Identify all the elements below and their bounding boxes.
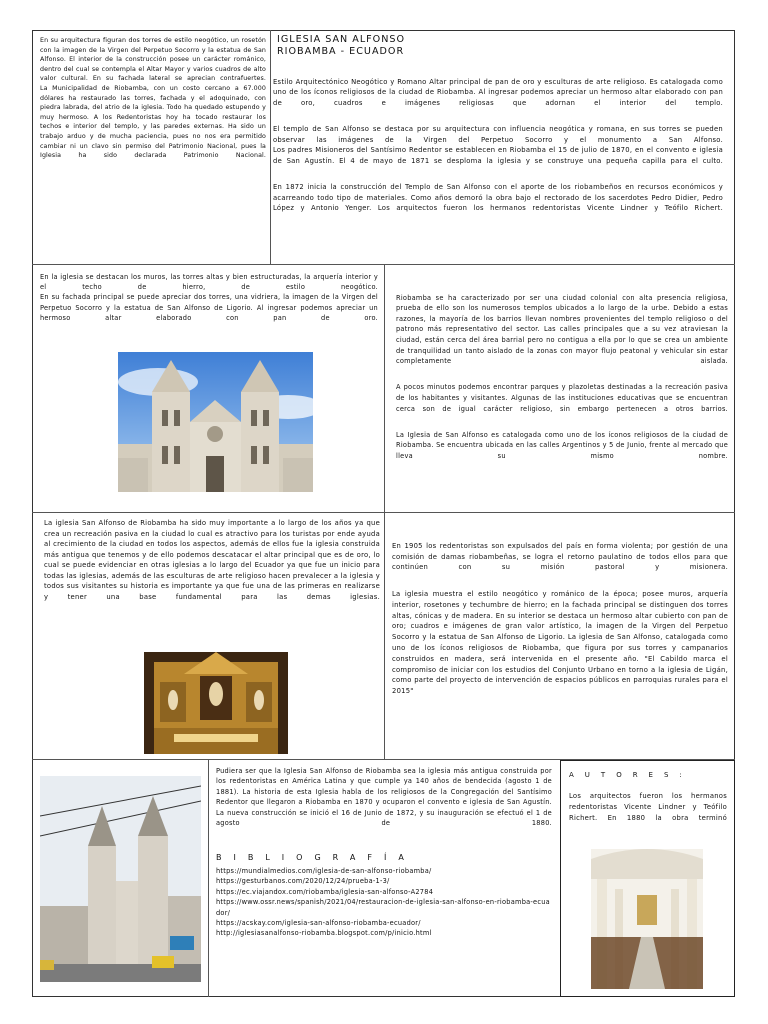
parks-paragraph: A pocos minutos podemos encontrar parques y plazoletas destinadas a la recreación pasiva de los habitantes y visitantes. Algunas de las instituciones educativas que se encuentran cerca son de igual carácter religioso, sin embargo pertenecen a otros barrios. [396, 383, 728, 413]
style-description [273, 66, 723, 229]
temple-history-paragraph: El templo de San Alfonso se destaca por su arquitectura con influencia neogótica y romana, en sus torres se pueden observar las imágenes de la Virgen del Perpetuo Socorro y el monumento a San Alfonso. Los padres Misioneros del Santísimo Redentor se establecen en Riobamba el 15 de julio de 1870, en el convento e iglesia de San Agustín. El 4 de mayo de 1871 se desploma la iglesia y se construye una pequeña capilla para el culto. [273, 124, 723, 165]
style-details-paragraph: La iglesia muestra el estilo neogótico y románico de la época; posee muros, arquería interior, rosetones y techumbre de hierro; en la fachada principal se distinguen dos torres altas, cónicas y de madera. En su interior se destaca un hermoso altar cubierto con pan de oro; cuadros e imágenes de gran valor artístico, la imagen de la Virgen del Perpetuo Socorro y la estatua de San Alfonso de Ligorio. La iglesia de San Alfonso, catalogada como uno de los íconos religiosos de Riobamba, que figura por sus torres y campanarios construidos en madera, será intervenida en el presente año. "El Cabildo marca el compromiso de iniciar con los estudios del Conjunto Urbano en torno a la iglesia de Ligán, como parte del proyecto de intervención de espacios públicos en parroquias rurales para el 2015" [392, 589, 728, 696]
column-divider-top [270, 30, 271, 264]
riobamba-context [396, 282, 728, 477]
intro-architecture-text: En su arquitectura figuran dos torres de estilo neogótico, un rosetón con la imagen de la Virgen del Perpetuo Socorro y la estatua de San Alfonso. El interior de la construcción posee un carácter románico, dentro del cual se contempla el Altar Mayor y varios cuadros de alto valor cultural. En su fachada lateral se aprecian contrafuertes. La Municipalidad de Riobamba, con un costo cercano a 67.000 dólares ha restaurado las torres, fachada y el adoquinado, con piedra labrada, del atrio de la iglesia. Todo ha quedado estupendo y muy hermoso. A los Redentoristas hoy ha tocado restaurar los techos e interior del templo, y las paredes externas. Ha sido un trabajo arduo y de mucha paciencia, pues no nos era permitido cambiar ni un clavo sin permiso del Patrimonio Nacional, pues la Iglesia ha sido declarada Patrimonio Nacional. [40, 37, 266, 160]
church-facade-drawing [118, 352, 313, 492]
church-street-drawing [40, 776, 201, 982]
bibliography-link[interactable]: https://www.ossr.news/spanish/2021/04/restauracion-de-iglesia-san-alfonso-en-riobamba-ecuador/ [216, 898, 550, 917]
church-evolution [392, 530, 728, 713]
location-paragraph: La Iglesia de San Alfonso es catalogada como uno de los íconos religiosos de la ciudad de Riobamba. Se encuentra ubicada en las calles Argentinos y 5 de Junio, frente al mercado que lleva su mismo nombre. [396, 430, 728, 460]
page-title-line1: IGLESIA SAN ALFONSO [277, 34, 406, 45]
church-interior-drawing [591, 849, 703, 989]
column-divider-bottom-left [208, 759, 209, 997]
church-walls-text: En la iglesia se destacan los muros, las torres altas y bien estructuradas, la arquería interior y el techo de hierro, de estilo neogótico. En su fachada principal se puede apreciar dos torres, una vidriera, la imagen de la Virgen del Perpetuo Socorro y la estatua de San Alfonso de Ligorio. Al ingresar podemos apreciar un hermoso altar elaborado con pan de oro. [40, 273, 378, 322]
page-title [277, 34, 405, 58]
bibliography-link[interactable]: https://acskay.com/iglesia-san-alfonso-riobamba-ecuador/ [216, 919, 421, 928]
authors-text: Los arquitectos fueron los hermanos redentoristas Vicente Lindner y Teófilo Richert. En 1880 la obra terminó [569, 792, 727, 822]
page-title-line2: RIOBAMBA - ECUADOR [277, 46, 405, 57]
bibliography-link[interactable]: https://mundialmedios.com/iglesia-de-san-alfonso-riobamba/ [216, 867, 432, 875]
oldest-church-text: Pudiera ser que la Iglesia San Alfonso de Riobamba sea la iglesia más antigua construida por los redentoristas en América Latina y que cumple ya 140 años de bendecida (agosto 1 de 1881). La historia de esta Iglesia habla de los religiosos de la Congregación del Santísimo Redentor que llegaron a Riobamba en 1870 y ocuparon el convento e iglesia de San Agustín. La nueva construcción se inició el 16 de Junio de 1872, y su inauguración se efectuó el 1 de agosto de 1880. [216, 767, 552, 828]
column-divider-third [384, 512, 385, 759]
bibliography-link[interactable]: https://ec.viajandox.com/riobamba/iglesia-san-alfonso-A2784 [216, 887, 434, 896]
church-importance-text: La iglesia San Alfonso de Riobamba ha sido muy importante a lo largo de los años ya que crea un recreación pasiva en la ciudad lo cual es atractivo para los turistas por ende ayuda al crecimiento de la ciudad en todos los aspectos, además de ellos fue la iglesia construida más antigua que tenemos y de ello podemos descatacar el altar principal que es de oro, lo cual se puede evidenciar en otras iglesias a lo largo del Ecuador ya que fue un inicio para todas las iglesias, además de las esculturas de arte religioso hacen prevalecer a la iglesia y todos sus visitantes su historia es importante ya que fue una de las primeras en realizarse y tener una base fundamental para las demas iglesias. [44, 519, 381, 601]
authors-heading: AUTORES: [569, 771, 693, 779]
construction-paragraph: En 1872 inicia la construcción del Templo de San Alfonso con el aporte de los riobambeños en recursos económicos y acarreando todo tipo de materiales. Como años demoró la obra bajo el rectorado de los sacerdotes Pedro Didier, Pedro López y Antonio Yenger. Los arquitectos fueron los hermanos redentoristas Vicente Lindner y Teófilo Richert. [273, 182, 723, 213]
bibliography-link[interactable]: http://iglesiasanalfonso-riobamba.blogspot.com/p/inicio.html [216, 929, 432, 938]
church-interior-photo [591, 849, 703, 989]
column-divider-second [384, 264, 385, 512]
bibliography-link[interactable]: https://gesturbanos.com/2020/12/24/prueba-1-3/ [216, 877, 390, 886]
expulsion-paragraph: En 1905 los redentoristas son expulsados del país en forma violenta; por gestión de una comisión de damas riobambeñas, se logra el retorno paulatino de todos ellos para que continúen con su misión pastoral y misionera. [392, 541, 728, 572]
style-paragraph: Estilo Arquitectónico Neogótico y Romano Altar principal de pan de oro y esculturas de arte religioso. Es catalogada como uno de los íconos religiosos de la ciudad de Riobamba. Al ingresar podemos apreciar un hermoso altar elaborado con pan de oro, cuadros e imágenes religiosas que adornan el interior del templo. [273, 77, 723, 107]
bibliography-list [216, 866, 552, 939]
church-street-photo [40, 776, 201, 982]
bibliography-heading: BIBLIOGRAFÍA [216, 853, 416, 862]
golden-altar-drawing [144, 652, 288, 754]
authors-box [560, 760, 735, 997]
church-facade-photo [118, 352, 313, 492]
golden-altar-photo [144, 652, 288, 754]
colonial-city-paragraph: Riobamba se ha caracterizado por ser una ciudad colonial con alta presencia religiosa, prueba de ello son los numerosos templos ubicados a lo largo de la urbe. Debido a estas razones, la mayoría de los barrios llevan nombres provenientes del templo religioso o del patrono más representativo del sector. Las calles principales que a su vez atraviesan la ciudad, están cerca del área barrial pero no contigua a ella por lo que se crea un ambiente de tranquilidad un tanto aislado de la zonas con mayor flujo peatonal y vehicular sin estar completamente aislada. [396, 293, 728, 366]
